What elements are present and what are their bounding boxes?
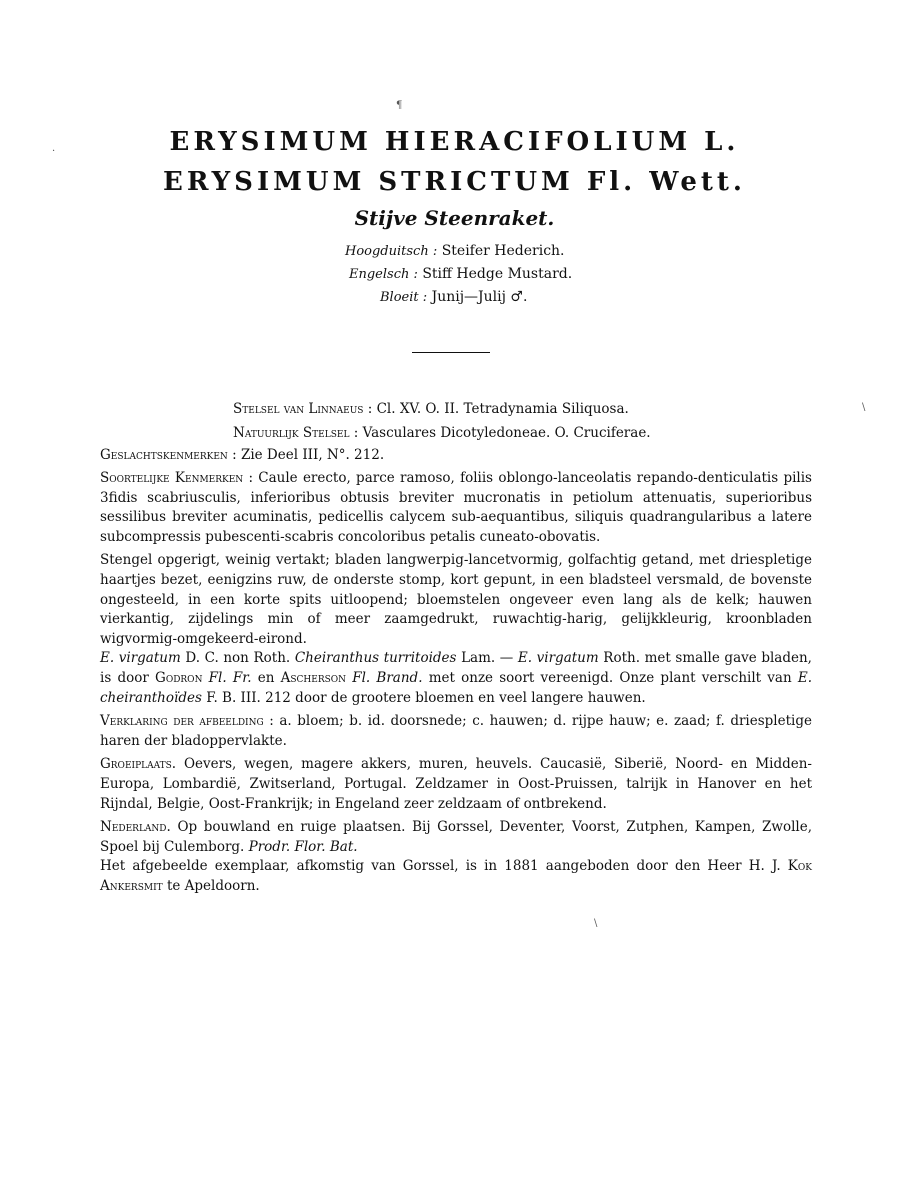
- genus-line: [100, 445, 384, 465]
- english-value: Stiff Hedge Mustard.: [422, 266, 573, 282]
- left-mark: ·: [52, 146, 56, 157]
- syn-3: Cheiranthus turritoides: [294, 650, 457, 667]
- syn-4: Lam. —: [461, 650, 514, 667]
- syn-8: Fl. Fr.: [208, 669, 252, 686]
- german-name-line: [345, 243, 565, 259]
- specimen-end: te Apeldoorn.: [166, 877, 260, 894]
- syn-10: Ascherson: [280, 669, 347, 686]
- syn-11: Fl. Brand.: [352, 669, 423, 686]
- habitat-paragraph: [100, 755, 812, 814]
- figure-text: a. bloem; b. id. doorsnede; c. hauwen; d. rijpe hauw; e. zaad; f. driespletige haren der bladoppervlakte.: [100, 713, 812, 749]
- dutch-text: Stengel opgerigt, weinig vertakt; bladen langwerpig-lancetvormig, golfachtig getand, met driespletige haartjes bezet, eenigzins ruw, de onderste stomp, kort gepunt, in een bladsteel versmald, de bovenste ongesteeld, in een korte spits uitloopend; bloemstelen ongeveer even lang als de kelk; hauwen vierkantig, zijdelings min of meer zaamgedrukt, ruwachtig-harig, gelijkkleurig, kroonbladen wigvormig-omgekeerd-eirond.: [100, 552, 812, 647]
- german-label: Hoogduitsch :: [345, 244, 438, 259]
- specimen-text: Het afgebeelde exemplaar, afkomstig van Gorssel, is in 1881 aangeboden door den Heer: [100, 858, 742, 875]
- dutch-description-paragraph: [100, 551, 812, 708]
- top-mark: ¶: [396, 100, 403, 111]
- body-text: [100, 469, 812, 896]
- german-value: Steifer Hederich.: [441, 243, 565, 259]
- syn-1: E. virgatum: [100, 650, 181, 667]
- netherlands-label: Nederland.: [100, 819, 171, 836]
- syn-5: E. virgatum: [517, 650, 599, 667]
- netherlands-paragraph: [100, 818, 812, 896]
- syn-2: D. C. non Roth.: [185, 650, 291, 667]
- syn-6: Roth. met smalle gave bladen, is door: [100, 650, 812, 686]
- species-text: Caule erecto, parce ramoso, foliis oblongo-lanceolatis repando-denticulatis pilis 3fidis scabriusculis, inferioribus obtusis breviter mucronatis in petiolum attenuatis, superioribus sessilibus breviter acuminatis, pedicellis calycem sub-aequantibus, siliquis quadrangularibus a latere subcompressis pubescenti-scabris concoloribus petalis cuneato-obovatis.: [100, 470, 812, 545]
- species-label: Soortelijke Kenmerken :: [100, 470, 253, 486]
- divider: [412, 352, 490, 353]
- syn-14: F. B. III. 212 door de grootere bloemen en veel langere hauwen.: [206, 689, 646, 706]
- syn-12: met onze soort vereenigd. Onze plant verschilt van: [428, 669, 792, 686]
- linnaeus-label: Stelsel van Linnaeus :: [233, 401, 373, 417]
- title-line-2: ERYSIMUM STRICTUM Fl. Wett.: [163, 167, 746, 197]
- habitat-text: Oevers, wegen, magere akkers, muren, heuvels. Caucasië, Siberië, Noord- en Midden-Europa, Lombardië, Zwitserland, Portugal. Zeldzamer in Oost-Pruissen, talrijk in Hanover en het Rijndal, Belgie, Oost-Frankrijk; in Engeland zeer zeldzaam of ontbrekend.: [100, 756, 812, 812]
- specimen-donor: H. J. Kok Ankersmit: [100, 858, 812, 894]
- genus-value: Zie Deel III, N°. 212.: [240, 447, 385, 463]
- natural-system-line: [233, 423, 651, 443]
- natural-value: Vasculares Dicotyledoneae. O. Cruciferae.: [362, 425, 651, 441]
- figure-label: Verklaring der afbeelding :: [100, 713, 274, 730]
- species-paragraph: [100, 469, 812, 547]
- bottom-mark: \: [594, 918, 598, 929]
- netherlands-reference: Prodr. Flor. Bat.: [248, 838, 358, 855]
- english-label: Engelsch :: [349, 267, 418, 282]
- natural-label: Natuurlijk Stelsel :: [233, 425, 359, 441]
- common-name: Stijve Steenraket.: [354, 206, 555, 230]
- linnaeus-line: [233, 399, 629, 419]
- figure-explanation-paragraph: [100, 712, 812, 751]
- bloom-line: [380, 289, 527, 305]
- netherlands-text: Op bouwland en ruige plaatsen. Bij Gorssel, Deventer, Voorst, Zutphen, Kampen, Zwolle, Spoel bij Culemborg.: [100, 819, 812, 855]
- bloom-value: Junij—Julij ♂.: [431, 289, 528, 305]
- title-line-1: ERYSIMUM HIERACIFOLIUM L.: [169, 127, 740, 157]
- genus-label: Geslachtskenmerken :: [100, 447, 237, 463]
- syn-7: Godron: [155, 669, 203, 686]
- right-mark: \: [862, 402, 866, 413]
- syn-13: E. cheiranthoïdes: [100, 669, 813, 706]
- linnaeus-value: Cl. XV. O. II. Tetradynamia Siliquosa.: [376, 401, 629, 417]
- syn-9: en: [257, 669, 275, 686]
- bloom-label: Bloeit :: [380, 290, 428, 305]
- habitat-label: Groeiplaats.: [100, 756, 177, 773]
- english-name-line: [349, 266, 572, 282]
